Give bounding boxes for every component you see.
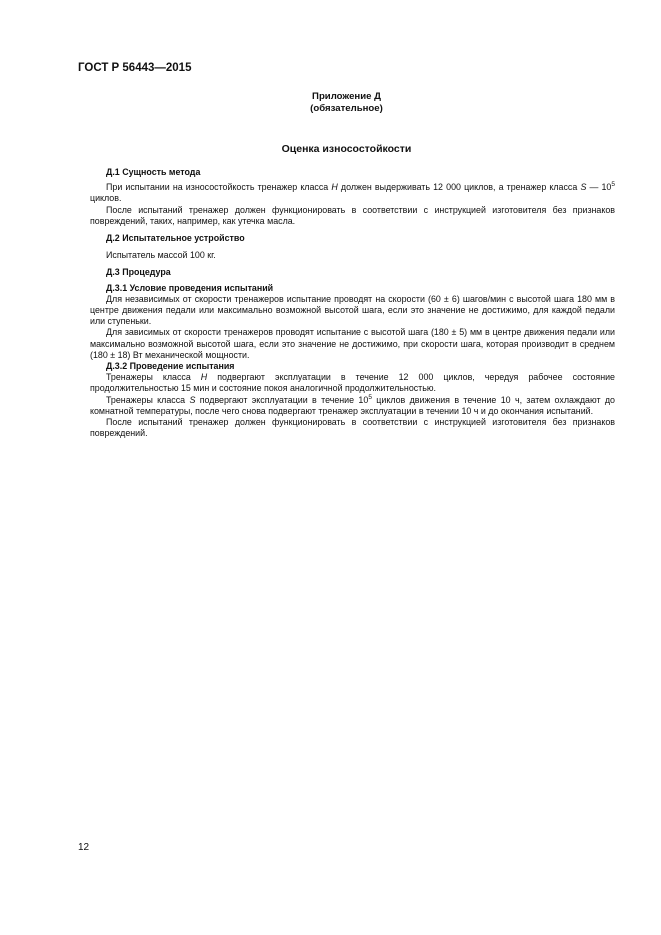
section-d31-paragraph-1: Для независимых от скорости тренажеров испытание проводят на скорости (60 ± 6) шагов/мин с высотой шага 180 мм в центре движения педали или максимально возможной высотой шага, если это значение не достижимо, для каждой педали или ступеньки. [90, 293, 615, 327]
appendix-status: (обязательное) [310, 103, 383, 114]
appendix-heading [78, 91, 615, 115]
section-d1-heading: Д.1 Сущность метода [106, 167, 201, 177]
section-d32-paragraph-3: После испытаний тренажер должен функционировать в соответствии с инструкцией изготовителя без признаков повреждений. [90, 417, 615, 439]
section-d32-paragraph-2: Тренажеры класса S подвергают эксплуатации в течение $10^5$ циклов движения в течение 10 ч, затем охлаждают до комнатной температуры, после чего снова подвергают тренажер эксплуатации в течении 10 ч и до окончания испытаний. [90, 393, 615, 416]
section-d1-paragraph-2: После испытаний тренажер должен функционировать в соответствии с инструкцией изготовителя без признаков повреждений, таких, например, как утечка масла. [90, 204, 615, 226]
section-d31-paragraph-2: Для зависимых от скорости тренажеров проводят испытание с высотой шага (180 ± 5) мм в центре движения педали или максимально возможной высотой шага, если это значение не достижимо, при скорости шага, которая производит в среднем (180 ± 18) Вт механической мощности. [90, 327, 615, 360]
section-d32-heading: Д.3.2 Проведение испытания [106, 361, 235, 372]
section-d32-paragraph-1: Тренажеры класса Н подвергают эксплуатации в течение 12 000 циклов, чередуя рабочее состояние продолжительностью 15 мин и состояние покоя аналогичной продолжительностью. [90, 372, 615, 394]
section-d2-paragraph-1: Испытатель массой 100 кг. [106, 250, 216, 261]
section-d31-heading: Д.3.1 Условие проведения испытаний [106, 282, 274, 293]
standard-header: ГОСТ Р 56443—2015 [78, 62, 192, 74]
document-body [90, 167, 615, 439]
page-number: 12 [78, 842, 90, 853]
section-d1-paragraph-1: При испытании на износостойкость тренажер класса Н должен выдерживать 12 000 циклов, а тренажер класса S — $10^5$ циклов. [90, 181, 615, 204]
page-title: Оценка износостойкости [281, 143, 412, 155]
section-d3-heading: Д.3 Процедура [106, 267, 171, 278]
section-d2-heading: Д.2 Испытательное устройство [106, 233, 245, 244]
appendix-label: Приложение Д [312, 91, 381, 102]
